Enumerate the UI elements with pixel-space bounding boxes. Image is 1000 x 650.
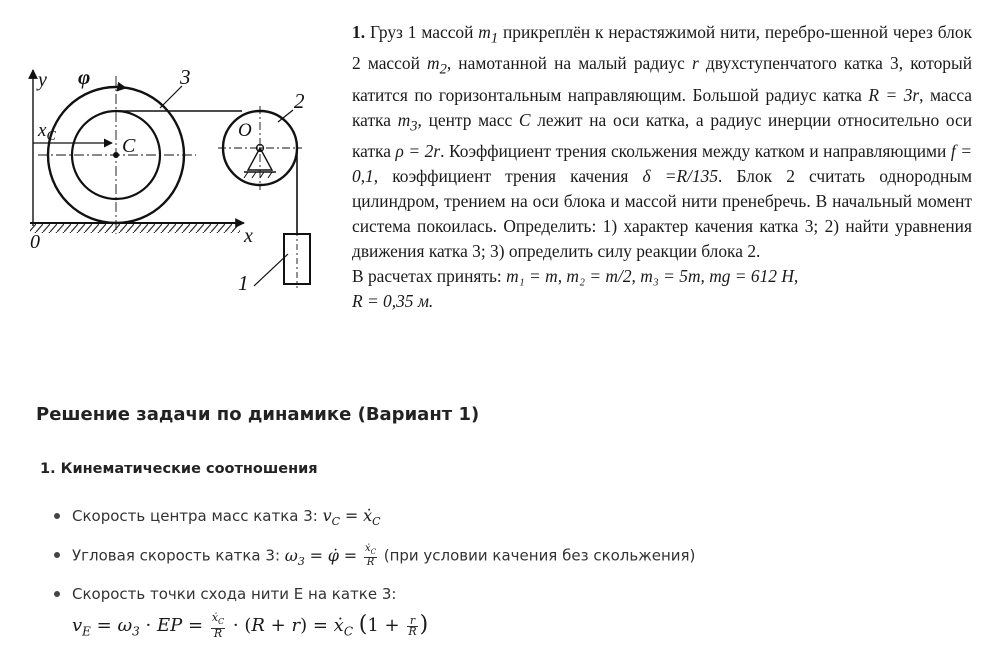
center-c-point: [113, 152, 119, 158]
list-item: [40, 544, 980, 583]
problem-text-1: Груз 1 массой: [369, 22, 479, 42]
eq-delta: δ =R/135: [642, 166, 719, 187]
calc-r-value: R = 0,35 м.: [352, 291, 434, 312]
leader-line-3: [160, 86, 182, 108]
pulley-support-hatch-1: [244, 172, 248, 178]
item-suffix: (при условии качения без скольжения): [378, 546, 696, 565]
problem-text-7: лежит на оси катка, а радиус инерции относительно оси катка: [352, 109, 973, 162]
list-item: [40, 505, 980, 544]
item-text: Угловая скорость катка 3:: [72, 546, 285, 565]
mechanism-diagram: [8, 48, 348, 308]
label-c: C: [122, 135, 136, 157]
eq-f: f = 0,1: [352, 141, 973, 187]
item-text: Скорость точки схода нити E на катке 3:: [72, 585, 397, 603]
var-m2: $m_2$: [427, 53, 447, 78]
label-1: 1: [238, 271, 249, 295]
label-0: 0: [30, 231, 40, 253]
calc-intro: В расчетах принять:: [352, 266, 507, 287]
var-m1: $m_1$: [478, 22, 499, 47]
var-r: r: [691, 53, 699, 74]
eq-r-big: R = 3r: [868, 84, 920, 105]
phi-arc-arrow: [76, 87, 126, 100]
formula-omega: $\omega_3$ = φ̇ = $\frac{ẋ_C}{R}$: [284, 543, 376, 568]
section-title-kinematics: 1. Кинематические соотношения: [40, 461, 318, 477]
pulley-support-hatch-3: [260, 172, 264, 178]
label-o: O: [238, 120, 252, 141]
label-x: x: [244, 225, 253, 247]
var-c: C: [518, 109, 531, 130]
bullet-dot: [54, 552, 60, 558]
solution-title: Решение задачи по динамике (Вариант 1): [36, 404, 480, 425]
label-xc: $x_C$: [38, 120, 56, 144]
pulley-support-hatch-4: [268, 172, 272, 178]
label-3: 3: [180, 65, 191, 89]
label-y: y: [38, 69, 47, 91]
kinematics-list: [40, 505, 980, 622]
problem-text-2: прикреплён к нерастяжимой нити, перебро-шенной через блок 2 массой: [352, 22, 972, 74]
calc-values: m₁ = m, m₂ = m/2, m₃ = 5m, mg = 612 Н,: [506, 266, 799, 287]
calc-values-line: [352, 264, 972, 289]
pulley-support-hatch-2: [252, 172, 256, 178]
problem-number: 1.: [352, 22, 366, 42]
problem-text-10: . Блок 2 считать однородным цилиндром, трением на оси блока и массой нити пренебречь. В начальный момент система покоилась. Определить: 1) характер качения катка 3; 2) найти уравнения движения катка 3; 3) определить силу реакции блока 2.: [352, 166, 972, 262]
item-text: Скорость центра масс катка 3:: [72, 507, 323, 525]
var-m3: $m_3$: [397, 109, 418, 135]
bullet-dot: [54, 513, 60, 519]
problem-body: [352, 20, 972, 264]
ground-hatching: [30, 223, 240, 233]
problem-text-5: , масса катка: [352, 84, 972, 130]
problem-statement: [352, 20, 972, 314]
formula-ve: $v_E = \omega_3$ · EP = $\frac{ẋ_C}{R}$ · (R + r) = ẋ$_C$ (1 + $\frac{r}{R}$ ): [72, 611, 429, 640]
label-phi: φ: [78, 65, 91, 89]
label-2: 2: [294, 89, 305, 113]
formula-vc: $v_C$ = ẋ$_C$: [322, 506, 381, 529]
problem-text-9: , коэффициент трения качения: [373, 166, 643, 187]
bullet-dot: [54, 591, 60, 597]
problem-text-3: , намотанной на малый радиус: [446, 53, 692, 74]
leader-line-1: [254, 254, 288, 286]
problem-text-6: , центр масс: [417, 109, 519, 130]
calc-r-line: [352, 289, 972, 314]
problem-text-4: двухступенчатого катка 3, который катится по горизонтальным направляющим. Большой радиус катка: [352, 53, 972, 105]
eq-rho: ρ = 2r: [395, 141, 441, 162]
problem-text-8: . Коэффициент трения скольжения между катком и направляющими: [440, 141, 951, 162]
